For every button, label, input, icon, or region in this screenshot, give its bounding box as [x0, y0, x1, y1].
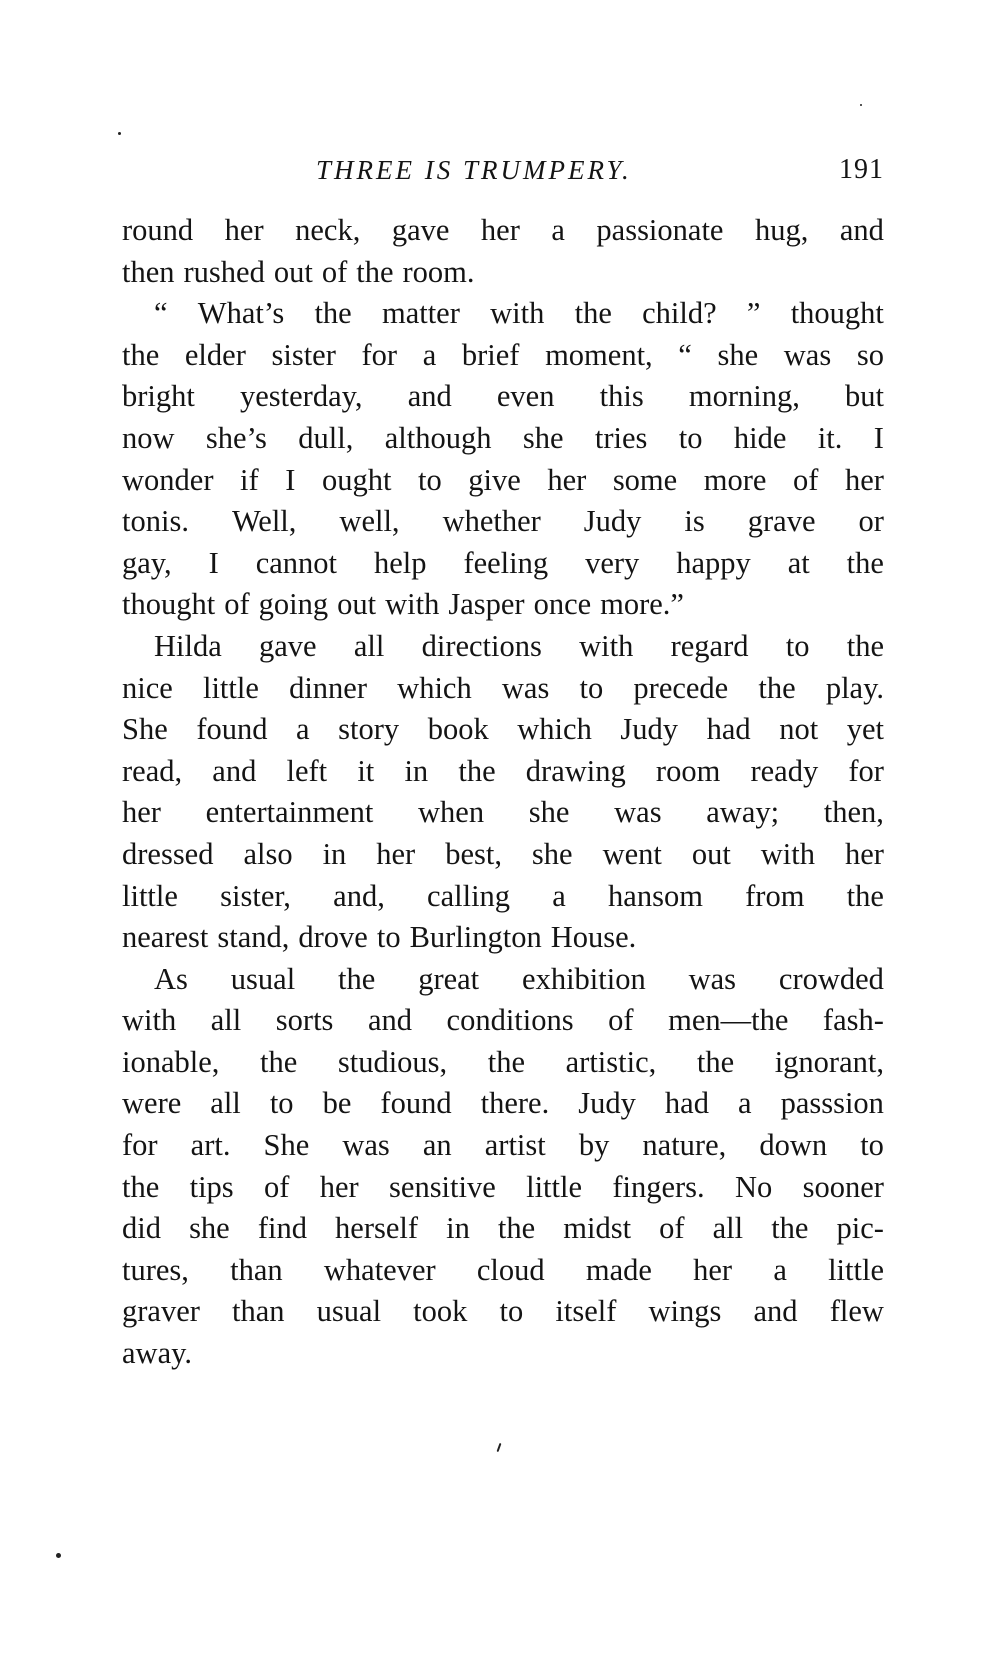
word: for — [361, 337, 398, 372]
word: ignorant, — [774, 1044, 884, 1079]
text-line — [122, 210, 884, 252]
text-line — [122, 460, 884, 502]
word: were — [122, 1086, 182, 1121]
word: child? — [642, 296, 717, 331]
word: itself — [555, 1294, 617, 1329]
print-speck — [497, 1443, 502, 1452]
body-text — [122, 210, 884, 1375]
word: the — [487, 1044, 526, 1079]
word: found — [196, 712, 268, 747]
text-line — [122, 1167, 884, 1209]
word: studious, — [337, 1044, 448, 1079]
word: her — [547, 462, 587, 497]
word: I — [873, 420, 884, 455]
word: sorts — [275, 1003, 334, 1038]
word: she — [522, 420, 564, 455]
word: story — [338, 712, 400, 747]
text-line — [122, 543, 884, 585]
word: out — [337, 587, 377, 622]
word: stand, — [217, 920, 290, 955]
word: which — [397, 670, 472, 705]
word: all — [210, 1086, 241, 1121]
word: grave — [747, 504, 816, 539]
word: with — [490, 296, 545, 331]
word: Hilda — [154, 628, 222, 663]
word: then — [122, 254, 175, 289]
word: graver — [122, 1294, 200, 1329]
word: moment, — [545, 337, 653, 372]
word: gave — [259, 628, 317, 663]
word: by — [578, 1128, 610, 1163]
word: now — [122, 420, 175, 455]
word: the — [122, 337, 160, 372]
word: had — [664, 1086, 709, 1121]
word: went — [602, 836, 662, 871]
word: or — [858, 504, 884, 539]
word: a — [551, 213, 565, 247]
word: from — [745, 878, 805, 913]
text-line — [122, 1291, 884, 1333]
word: neck, — [295, 213, 361, 247]
word: she — [528, 795, 570, 830]
word: more.” — [600, 587, 684, 622]
word: the — [758, 670, 796, 705]
text-line — [122, 668, 884, 710]
word: her — [319, 1169, 359, 1204]
word: although — [384, 420, 492, 455]
text-line — [122, 1083, 884, 1125]
word: a — [296, 712, 310, 747]
word: morning, — [688, 379, 800, 414]
word: down — [759, 1128, 828, 1163]
word: wonder — [122, 462, 214, 497]
word: had — [706, 712, 751, 747]
word: to — [678, 420, 703, 455]
word: feeling — [463, 545, 549, 580]
word: her — [376, 836, 416, 871]
word: I — [208, 545, 219, 580]
word: passsion — [780, 1086, 884, 1121]
word: an — [422, 1128, 452, 1163]
word: also — [243, 836, 293, 871]
word: going — [258, 587, 329, 622]
word: a — [773, 1252, 787, 1287]
word: yet — [846, 712, 884, 747]
text-line — [122, 626, 884, 668]
running-title: THREE IS TRUMPERY. — [316, 155, 632, 185]
word: and — [839, 213, 884, 247]
word: hide — [733, 420, 787, 455]
word: find — [257, 1211, 307, 1246]
word: Judy — [578, 1086, 636, 1121]
text-line — [122, 792, 884, 834]
word: than — [230, 1252, 283, 1287]
word: for — [122, 1128, 158, 1163]
word: out — [691, 836, 731, 871]
word: regard — [670, 628, 749, 663]
word: the — [122, 1169, 160, 1204]
word: fash- — [822, 1003, 884, 1038]
word: of — [659, 1211, 685, 1246]
word: drove — [298, 920, 368, 955]
word: with — [385, 587, 440, 622]
word: her — [480, 213, 520, 247]
word: to — [417, 462, 442, 497]
word: sensitive — [389, 1169, 496, 1204]
word: not — [779, 712, 819, 747]
word: more — [703, 462, 767, 497]
word: room — [655, 753, 721, 788]
word: away. — [122, 1336, 192, 1371]
word: made — [585, 1252, 652, 1287]
word: to — [579, 670, 604, 705]
word: crowded — [778, 961, 884, 996]
word: Jasper — [448, 587, 525, 622]
word: drawing — [525, 753, 626, 788]
word: book — [427, 712, 489, 747]
word: tures, — [122, 1252, 189, 1287]
word: entertainment — [205, 795, 374, 830]
word: the — [846, 545, 884, 580]
word: sooner — [802, 1169, 884, 1204]
word: directions — [421, 628, 542, 663]
word: was — [688, 961, 737, 996]
word: She — [263, 1128, 310, 1163]
word: her — [224, 213, 264, 247]
word: bright — [122, 379, 195, 414]
word: a — [422, 337, 437, 372]
word: men—the — [668, 1003, 789, 1038]
text-line — [122, 959, 884, 1001]
word: the — [771, 1211, 809, 1246]
word: What’s — [197, 296, 285, 331]
word: she — [717, 337, 759, 372]
word: hansom — [608, 878, 703, 913]
word: tips — [189, 1169, 234, 1204]
word: No — [735, 1169, 773, 1204]
word: took — [413, 1294, 468, 1329]
running-head — [122, 150, 884, 190]
word: brief — [461, 337, 520, 372]
word: in — [322, 836, 347, 871]
word: some — [612, 462, 678, 497]
word: room. — [402, 254, 475, 289]
word: House. — [550, 920, 637, 955]
page-number: 191 — [839, 154, 884, 185]
word: which — [517, 712, 592, 747]
word: I — [285, 462, 296, 497]
word: left — [286, 753, 328, 788]
word: best, — [445, 836, 502, 871]
text-line — [122, 1333, 884, 1375]
word: rushed — [183, 254, 265, 289]
word: the — [846, 878, 884, 913]
word: of — [792, 462, 819, 497]
word: well, — [339, 504, 400, 539]
word: to — [376, 920, 401, 955]
word: whatever — [323, 1252, 436, 1287]
word: at — [787, 545, 810, 580]
word: of — [264, 1169, 290, 1204]
word: she — [531, 836, 573, 871]
text-line — [122, 751, 884, 793]
word: was — [342, 1128, 390, 1163]
word: when — [418, 795, 485, 830]
word: even — [496, 379, 555, 414]
word: found — [380, 1086, 452, 1121]
word: in — [404, 753, 429, 788]
text-line — [122, 1125, 884, 1167]
word: ” — [746, 296, 761, 331]
word: to — [860, 1128, 884, 1163]
word: and — [753, 1294, 798, 1329]
text-line — [122, 252, 884, 294]
print-speck — [118, 132, 121, 135]
word: was — [783, 337, 832, 372]
word: artist — [484, 1128, 546, 1163]
word: As — [154, 961, 188, 996]
word: usual — [230, 961, 296, 996]
word: her — [844, 462, 884, 497]
text-line — [122, 917, 884, 959]
word: so — [856, 337, 884, 372]
word: artistic, — [565, 1044, 657, 1079]
word: her — [693, 1252, 733, 1287]
word: midst — [563, 1211, 632, 1246]
word: passionate — [596, 213, 724, 247]
word: and — [407, 379, 452, 414]
word: cloud — [476, 1252, 545, 1287]
word: exhibition — [522, 961, 646, 996]
word: ought — [321, 462, 392, 497]
print-speck — [56, 1553, 61, 1558]
word: the — [458, 753, 496, 788]
text-line — [122, 709, 884, 751]
word: calling — [427, 878, 511, 913]
word: great — [418, 961, 480, 996]
word: cannot — [255, 545, 338, 580]
word: round — [122, 213, 194, 247]
word: out — [273, 254, 313, 289]
word: the — [846, 628, 884, 663]
word: art. — [190, 1128, 231, 1163]
word: nice — [122, 670, 173, 705]
word: her — [844, 836, 884, 871]
word: the — [338, 961, 376, 996]
word: play. — [825, 670, 884, 705]
word: if — [240, 462, 259, 497]
word: once — [533, 587, 592, 622]
word: Burlington — [409, 920, 542, 955]
word: “ — [678, 337, 692, 372]
word: she’s — [205, 420, 267, 455]
text-line — [122, 335, 884, 377]
word: the — [696, 1044, 735, 1079]
word: matter — [381, 296, 460, 331]
word: this — [599, 379, 644, 414]
word: usual — [316, 1294, 382, 1329]
word: did — [122, 1211, 161, 1246]
word: she — [189, 1211, 230, 1246]
text-line — [122, 501, 884, 543]
text-line — [122, 1042, 884, 1084]
word: give — [468, 462, 521, 497]
text-line — [122, 1250, 884, 1292]
word: be — [322, 1086, 352, 1121]
word: the — [356, 254, 394, 289]
text-line — [122, 584, 884, 626]
word: ready — [750, 753, 819, 788]
word: was — [614, 795, 662, 830]
word: then, — [823, 795, 884, 830]
word: a — [737, 1086, 752, 1121]
word: gave — [391, 213, 450, 247]
word: happy — [676, 545, 751, 580]
word: ionable, — [122, 1044, 220, 1079]
word: and — [367, 1003, 412, 1038]
word: Judy — [583, 504, 642, 539]
word: little — [828, 1252, 884, 1287]
word: to — [499, 1294, 524, 1329]
word: it — [357, 753, 375, 788]
word: there. — [480, 1086, 550, 1121]
word: tries — [594, 420, 648, 455]
word: with — [579, 628, 634, 663]
word: little — [526, 1169, 583, 1204]
word: of — [321, 254, 348, 289]
text-line — [122, 834, 884, 876]
word: read, — [122, 753, 183, 788]
word: the — [497, 1211, 536, 1246]
word: all — [712, 1211, 744, 1246]
word: very — [585, 545, 640, 580]
word: help — [373, 545, 427, 580]
word: all — [210, 1003, 242, 1038]
word: Judy — [620, 712, 679, 747]
word: her — [122, 795, 161, 830]
word: of — [608, 1003, 634, 1038]
word: elder — [184, 337, 246, 372]
word: thought — [122, 587, 216, 622]
word: to — [785, 628, 810, 663]
word: sister, — [220, 878, 291, 913]
word: away; — [706, 795, 780, 830]
text-line — [122, 418, 884, 460]
word: dressed — [122, 836, 214, 871]
word: yesterday, — [240, 379, 363, 414]
text-line — [122, 1208, 884, 1250]
text-line — [122, 1000, 884, 1042]
word: hug, — [754, 213, 809, 247]
word: is — [684, 504, 705, 539]
word: little — [122, 878, 178, 913]
word: than — [232, 1294, 285, 1329]
word: sister — [271, 337, 336, 372]
word: with — [122, 1003, 177, 1038]
text-line — [122, 376, 884, 418]
word: little — [202, 670, 259, 705]
word: herself — [335, 1211, 419, 1246]
word: of — [224, 587, 250, 622]
word: fingers. — [612, 1169, 705, 1204]
word: for — [848, 753, 884, 788]
word: nearest — [122, 920, 209, 955]
word: gay, — [122, 545, 172, 580]
word: tonis. — [122, 504, 189, 539]
word: pic- — [836, 1211, 884, 1246]
word: and, — [333, 878, 385, 913]
word: “ — [154, 296, 168, 331]
word: precede — [633, 670, 729, 705]
word: the — [314, 296, 352, 331]
word: the — [574, 296, 612, 331]
word: it. — [817, 420, 843, 455]
word: nature, — [642, 1128, 727, 1163]
word: a — [552, 878, 566, 913]
word: to — [269, 1086, 294, 1121]
word: conditions — [446, 1003, 574, 1038]
print-speck — [860, 104, 862, 106]
word: dinner — [289, 670, 367, 705]
word: She — [122, 712, 168, 747]
word: the — [260, 1044, 298, 1079]
word: whether — [442, 504, 541, 539]
word: in — [446, 1211, 470, 1246]
word: thought — [790, 296, 884, 331]
word: dull, — [298, 420, 354, 455]
word: flew — [829, 1294, 884, 1329]
word: with — [760, 836, 816, 871]
word: all — [353, 628, 385, 663]
word: Well, — [231, 504, 297, 539]
text-line — [122, 876, 884, 918]
text-line — [122, 293, 884, 335]
word: and — [212, 753, 257, 788]
word: wings — [648, 1294, 722, 1329]
word: was — [501, 670, 550, 705]
word: but — [845, 379, 884, 414]
